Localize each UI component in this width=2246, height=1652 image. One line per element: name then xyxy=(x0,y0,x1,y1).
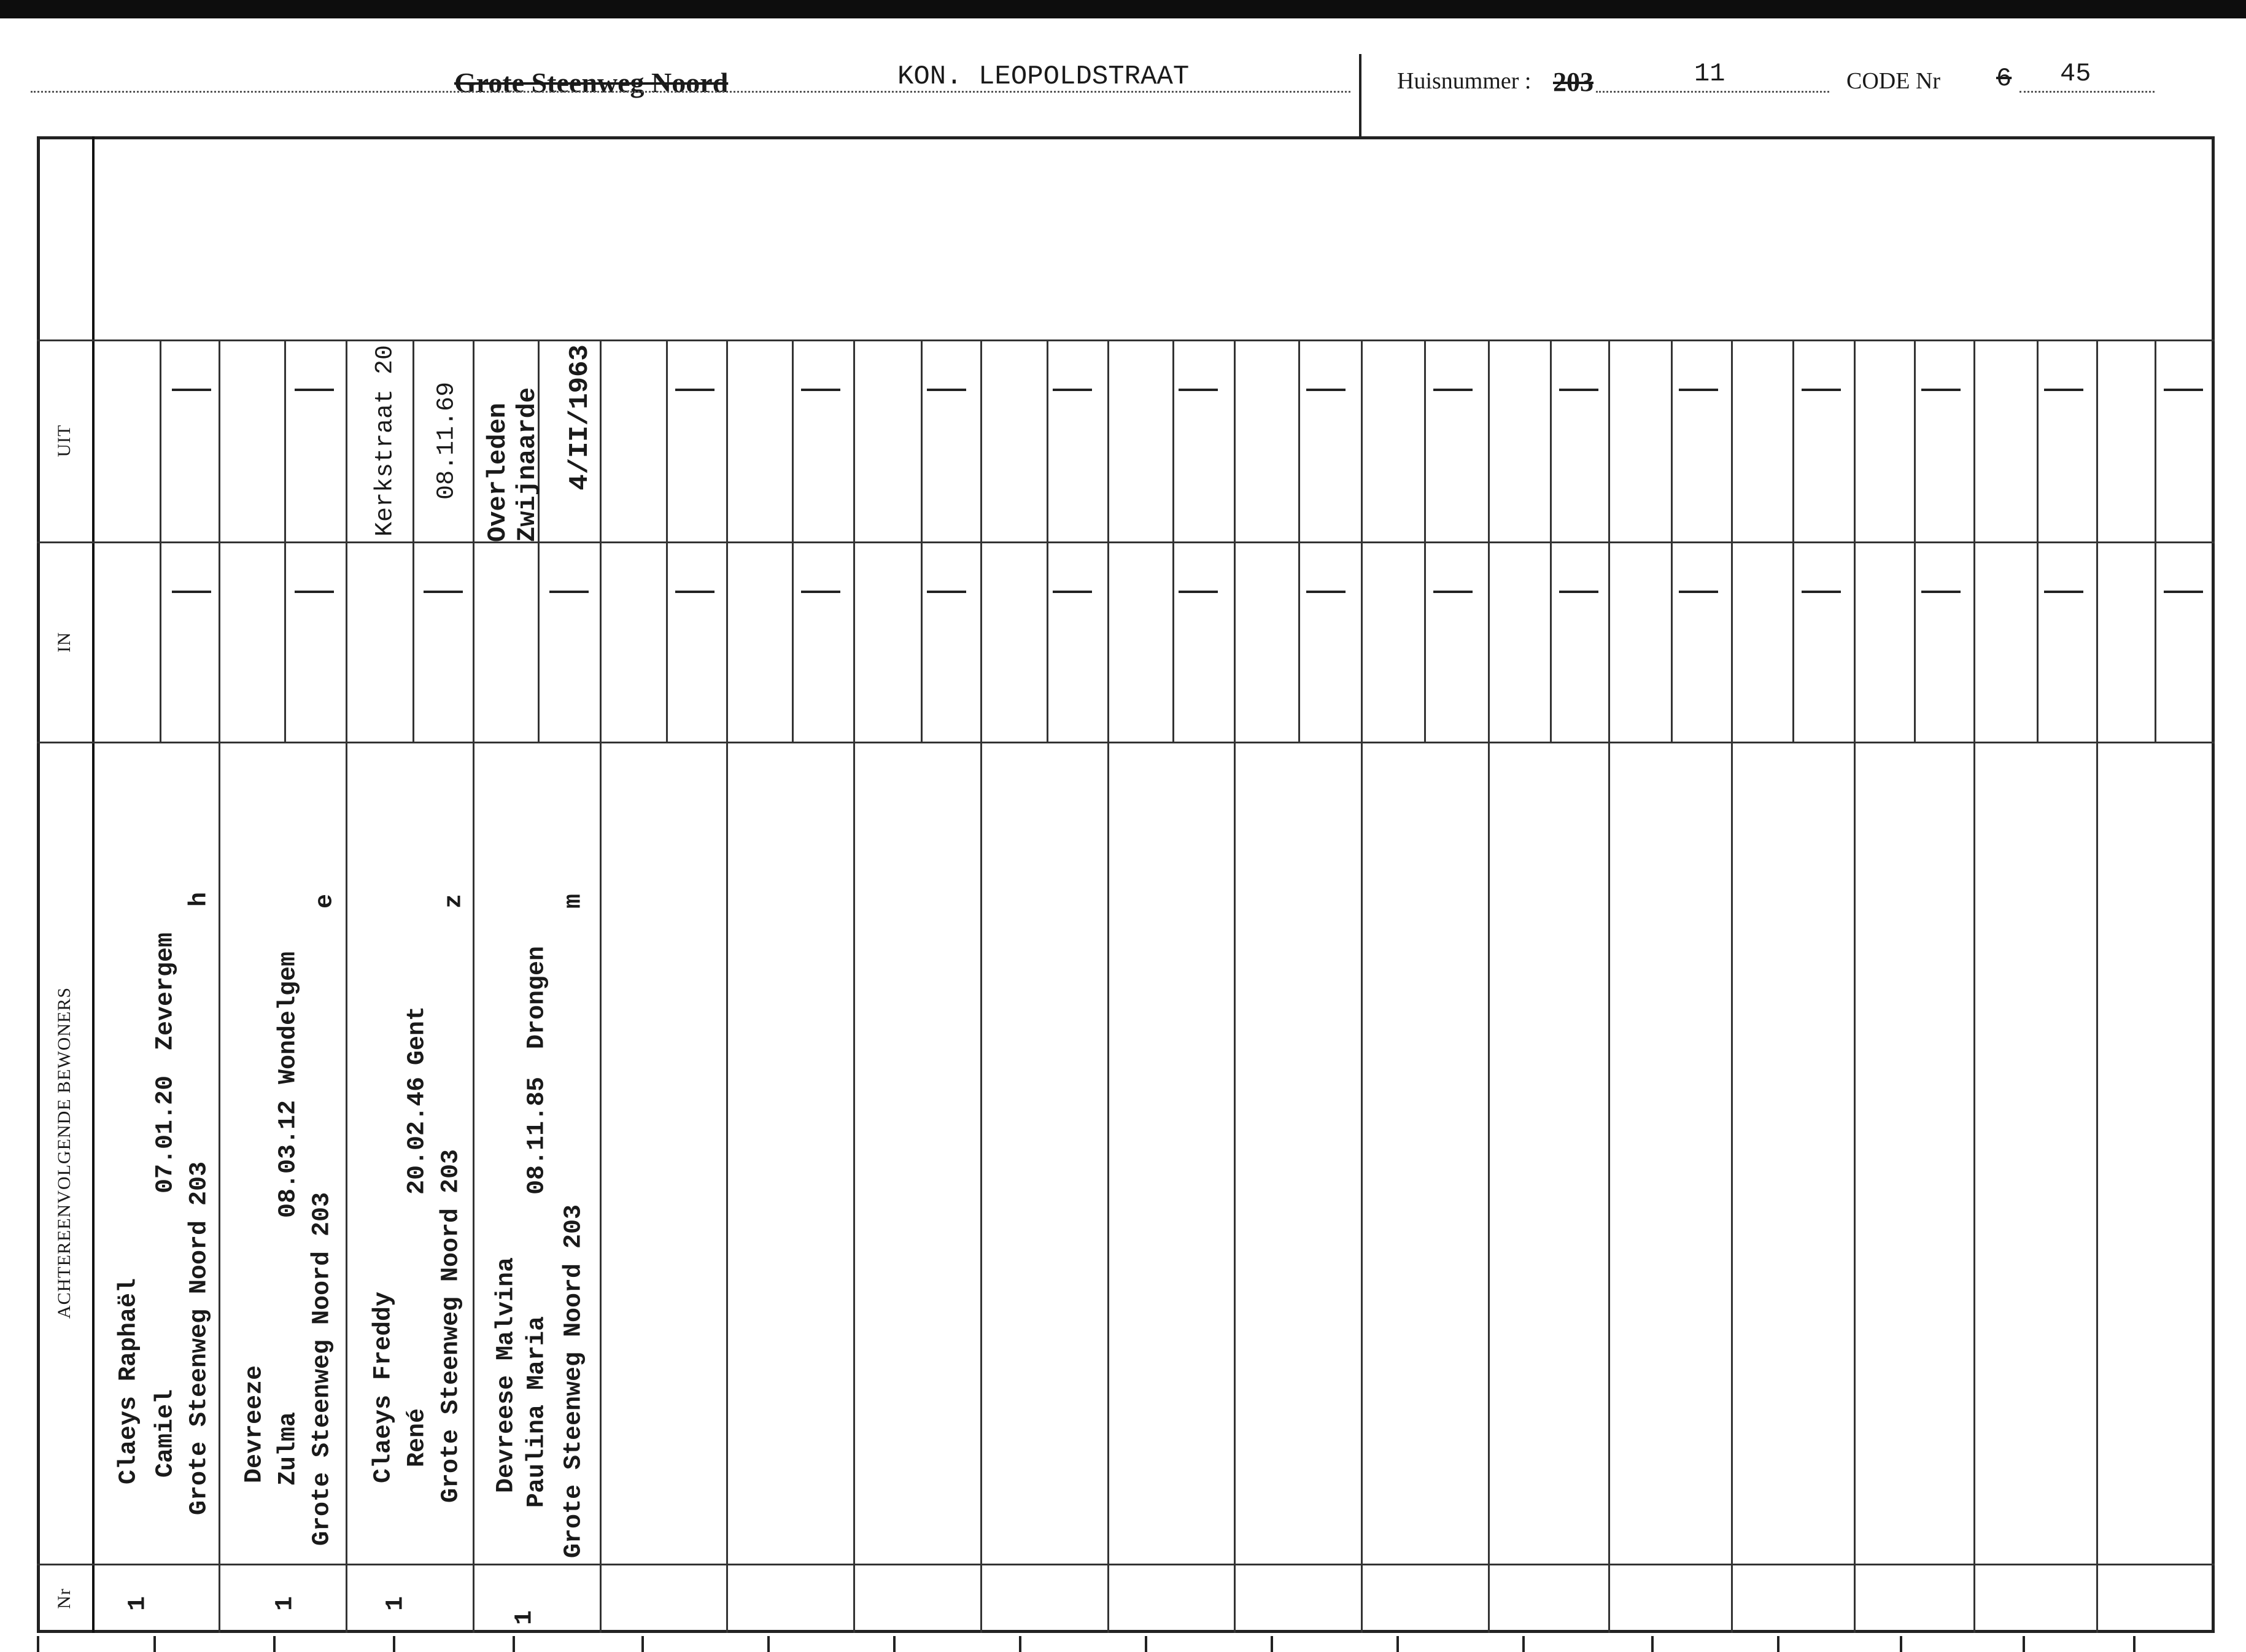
resident-2-birth-place: Wondelgem xyxy=(274,951,303,1085)
empty-dash xyxy=(927,591,966,593)
sub-column-line xyxy=(1047,339,1048,742)
resident-4-name: Devreese Malvina xyxy=(492,1257,521,1494)
empty-dash xyxy=(675,591,714,593)
bottom-tick xyxy=(1900,1636,1902,1652)
resident-2-name: Devreeze xyxy=(241,1365,269,1484)
column-line xyxy=(1234,339,1236,1633)
scan-top-edge xyxy=(0,0,2246,18)
empty-dash xyxy=(1053,591,1092,593)
sub-column-line xyxy=(1671,339,1673,742)
column-line xyxy=(726,339,728,1633)
column-line xyxy=(853,339,855,1633)
empty-dash xyxy=(1179,389,1218,391)
register-frame xyxy=(37,136,2215,1633)
resident-3-name: Claeys Freddy xyxy=(370,1291,398,1484)
column-line xyxy=(219,339,220,1633)
sub-column-line xyxy=(2037,339,2039,742)
huisnummer-new: 11 xyxy=(1694,59,1725,88)
column-line xyxy=(1361,339,1363,1633)
bottom-tick xyxy=(1145,1636,1147,1652)
column-line xyxy=(1608,339,1610,1633)
empty-dash xyxy=(2044,591,2083,593)
resident-1-uit-dash xyxy=(172,389,211,391)
old-street-name: Grote Steenweg Noord xyxy=(454,67,729,98)
resident-2-birth-date: 08.03.12 xyxy=(274,1099,303,1219)
resident-1-in-dash xyxy=(172,591,211,593)
column-line xyxy=(473,339,474,1633)
sub-column-line xyxy=(1914,339,1916,742)
uit-top-line xyxy=(37,339,2215,341)
bottom-tick xyxy=(1522,1636,1525,1652)
resident-3-given-name: René xyxy=(403,1408,432,1468)
column-line xyxy=(1488,339,1490,1633)
empty-dash xyxy=(1802,591,1841,593)
code-old: 6 xyxy=(1996,64,2012,93)
resident-3-birth-place: Gent xyxy=(403,1006,432,1066)
code-new: 45 xyxy=(2060,59,2091,88)
empty-dash xyxy=(1053,389,1092,391)
resident-4-uit-date: 4/II/1963 xyxy=(565,344,595,491)
column-line xyxy=(1731,339,1733,1633)
header-separator xyxy=(1359,54,1361,136)
resident-3-in-dash xyxy=(424,591,463,593)
empty-dash xyxy=(1679,591,1718,593)
bottom-tick xyxy=(2133,1636,2136,1652)
empty-dash xyxy=(675,389,714,391)
sub-column-line xyxy=(160,339,161,742)
bottom-tick xyxy=(1019,1636,1021,1652)
column-line xyxy=(2096,339,2098,1633)
sub-column-line xyxy=(1172,339,1174,742)
empty-dash xyxy=(2164,389,2203,391)
empty-dash xyxy=(2044,389,2083,391)
bottom-tick xyxy=(1396,1636,1399,1652)
bottom-scan-edge xyxy=(0,1636,2246,1652)
resident-3-address: Grote Steenweg Noord 203 xyxy=(437,1149,465,1503)
code-label: CODE Nr xyxy=(1846,68,1941,94)
empty-dash xyxy=(801,389,840,391)
empty-dash xyxy=(1179,591,1218,593)
resident-4-address: Grote Steenweg Noord 203 xyxy=(560,1204,588,1559)
bottom-tick xyxy=(153,1636,156,1652)
resident-1-birth-date: 07.01.20 xyxy=(152,1075,180,1194)
label-column-divider xyxy=(92,136,95,1633)
sub-column-line xyxy=(666,339,668,742)
uit-in-line xyxy=(37,541,2215,543)
bottom-tick xyxy=(1777,1636,1779,1652)
empty-dash xyxy=(2164,591,2203,593)
resident-3-uit-date: 08.11.69 xyxy=(433,381,461,500)
column-line xyxy=(600,339,602,1633)
bottom-tick xyxy=(2023,1636,2025,1652)
nr-label: Nr xyxy=(54,1588,74,1609)
resident-1-given-name: Camiel xyxy=(152,1389,180,1478)
bottom-tick xyxy=(513,1636,515,1652)
street-dotted-line xyxy=(31,91,1350,93)
sub-column-line xyxy=(1298,339,1300,742)
new-street-name: KON. LEOPOLDSTRAAT xyxy=(897,61,1190,92)
column-line xyxy=(1973,339,1975,1633)
sub-column-line xyxy=(412,339,414,742)
column-line xyxy=(1854,339,1856,1633)
huisnummer-label: Huisnummer : xyxy=(1397,68,1532,94)
column-line xyxy=(980,339,982,1633)
resident-1-nr: 1 xyxy=(124,1596,152,1611)
resident-3-birth-date: 20.02.46 xyxy=(403,1076,432,1195)
huisnummer-dotted-line xyxy=(1596,91,1829,93)
resident-4-given-name: Paulina Maria xyxy=(523,1316,551,1508)
empty-dash xyxy=(1559,591,1598,593)
bottom-tick xyxy=(641,1636,644,1652)
resident-2-given-name: Zulma xyxy=(274,1411,303,1486)
empty-dash xyxy=(1433,591,1473,593)
bottom-tick xyxy=(393,1636,395,1652)
resident-2-in-dash xyxy=(295,591,334,593)
resident-3-uit-address: Kerkstraat 20 xyxy=(371,344,400,537)
uit-label: UIT xyxy=(54,424,74,457)
resident-2-relation: e xyxy=(311,893,339,909)
empty-dash xyxy=(801,591,840,593)
empty-dash xyxy=(1433,389,1473,391)
resident-4-relation: m xyxy=(560,893,588,909)
resident-2-address: Grote Steenweg Noord 203 xyxy=(308,1192,336,1546)
resident-4-birth-place: Drongen xyxy=(523,945,551,1050)
resident-2-uit-dash xyxy=(295,389,334,391)
bottom-tick xyxy=(273,1636,276,1652)
empty-dash xyxy=(1559,389,1598,391)
resident-3-nr: 1 xyxy=(382,1596,410,1611)
column-line xyxy=(346,339,347,1633)
resident-4-nr: 1 xyxy=(511,1610,539,1626)
sub-column-line xyxy=(1424,339,1426,742)
resident-1-relation: h xyxy=(185,891,214,907)
sub-column-line xyxy=(1792,339,1794,742)
empty-dash xyxy=(1306,591,1346,593)
bewoners-label: ACHTEREENVOLGENDE BEWONERS xyxy=(54,987,74,1319)
empty-dash xyxy=(1921,389,1961,391)
resident-4-uit-note: Overleden Zwijnaarde xyxy=(483,387,542,542)
resident-1-birth-place: Zevergem xyxy=(152,932,180,1051)
huisnummer-old: 203 xyxy=(1553,67,1593,97)
resident-2-nr: 1 xyxy=(271,1596,300,1611)
resident-4-birth-date: 08.11.85 xyxy=(523,1076,551,1195)
code-dotted-line xyxy=(2019,91,2155,93)
resident-4-in-dash xyxy=(549,591,589,593)
resident-1-name: Claeys Raphaël xyxy=(115,1278,143,1485)
in-label: IN xyxy=(54,632,74,653)
resident-1-address: Grote Steenweg Noord 203 xyxy=(185,1161,214,1516)
resident-3-relation: z xyxy=(440,893,468,909)
empty-dash xyxy=(1679,389,1718,391)
bottom-tick xyxy=(893,1636,896,1652)
in-bewoners-line xyxy=(37,742,2215,743)
bewoners-nr-line xyxy=(37,1564,2215,1565)
empty-dash xyxy=(927,389,966,391)
bottom-tick xyxy=(1271,1636,1273,1652)
bottom-tick xyxy=(767,1636,770,1652)
empty-dash xyxy=(1921,591,1961,593)
sub-column-line xyxy=(921,339,923,742)
empty-dash xyxy=(1802,389,1841,391)
sub-column-line xyxy=(2155,339,2156,742)
bottom-tick xyxy=(37,1636,39,1652)
sub-column-line xyxy=(284,339,286,742)
sub-column-line xyxy=(792,339,794,742)
column-line xyxy=(1107,339,1109,1633)
empty-dash xyxy=(1306,389,1346,391)
bottom-tick xyxy=(1651,1636,1654,1652)
sub-column-line xyxy=(1550,339,1552,742)
